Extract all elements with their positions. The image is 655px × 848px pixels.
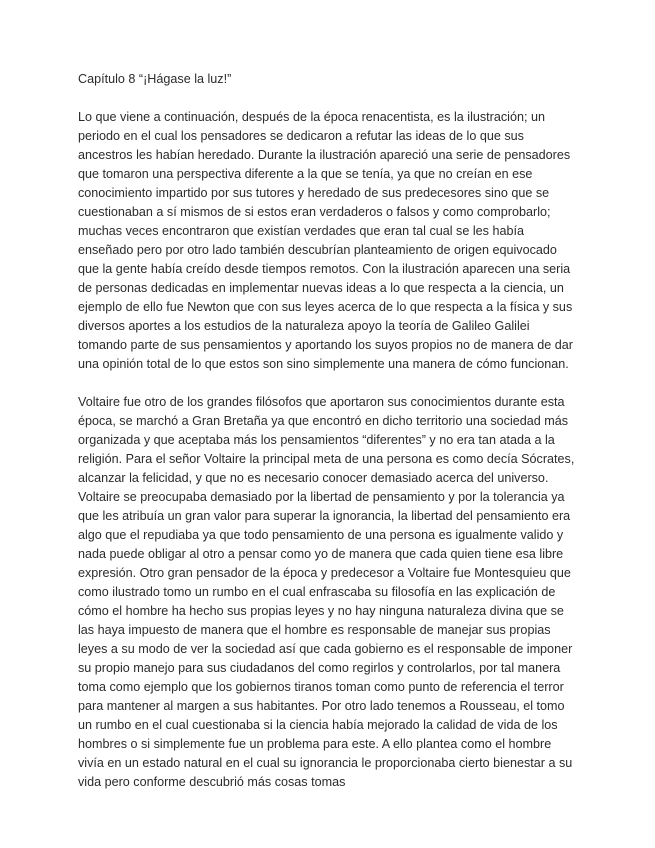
document-body [78, 70, 575, 792]
paragraph-illustration: Lo que viene a continuación, después de la época renacentista, es la ilustración; un periodo en el cual los pensadores se dedicaron a refutar las ideas de lo que sus ancestros les habían heredado. Durante la ilustración apareció una serie de pensadores que tomaron una perspectiva diferente a la que se tenía, ya que no creían en ese conocimiento impartido por sus tutores y heredado de sus predecesores sino que se cuestionaban a sí mismos de si estos eran verdaderos o falsos y como comprobarlo; muchas veces encontraron que existían verdades que eran tal cual se les había enseñado pero por otro lado también descubrían planteamiento de origen equivocado que la gente había creído desde tiempos remotos. Con la ilustración aparecen una seria de personas dedicadas en implementar nuevas ideas a lo que respecta a la ciencia, un ejemplo de ello fue Newton que con sus leyes acerca de lo que respecta a la física y sus diversos aportes a los estudios de la naturaleza apoyo la teoría de Galileo Galilei tomando parte de sus pensamientos y aportando los suyos propios no de manera de dar una opinión total de lo que estos son sino simplemente una manera de cómo funcionan. [78, 110, 573, 371]
chapter-title: Capítulo 8 “¡Hágase la luz!” [78, 72, 232, 86]
paragraph-philosophers: Voltaire fue otro de los grandes filósofos que aportaron sus conocimientos durante esta época, se marchó a Gran Bretaña ya que encontró en dicho territorio una sociedad más organizada y que aceptaba más los pensamientos “diferentes” y no era tan atada a la religión. Para el señor Voltaire la principal meta de una persona es como decía Sócrates, alcanzar la felicidad, y que no es necesario conocer demasiado acerca del universo. Voltaire se preocupaba demasiado por la libertad de pensamiento y por la tolerancia ya que les atribuía un gran valor para superar la ignorancia, la libertad del pensamiento era algo que el repudiaba ya que todo pensamiento de una persona es igualmente valido y nada puede obligar al otro a pensar como yo de manera que cada quien tiene esa libre expresión. Otro gran pensador de la época y predecesor a Voltaire fue Montesquieu que como ilustrado tomo un rumbo en el cual enfrascaba su filosofía en las explicación de cómo el hombre ha hecho sus propias leyes y no hay ninguna naturaleza divina que se las haya impuesto de manera que el hombre es responsable de manejar sus propias leyes a su modo de ver la sociedad así que cada gobierno es el responsable de imponer su propio manejo para sus ciudadanos del como regirlos y controlarlos, por tal manera toma como ejemplo que los gobiernos tiranos toman como punto de referencia el terror para mantener al margen a sus habitantes. Por otro lado tenemos a Rousseau, el tomo un rumbo en el cual cuestionaba si la ciencia había mejorado la calidad de vida de los hombres o si simplemente fue un problema para este. A ello plantea como el hombre vivía en un estado natural en el cual su ignorancia le proporcionaba cierto bienestar a su vida pero conforme descubrió más cosas tomas [78, 395, 575, 789]
